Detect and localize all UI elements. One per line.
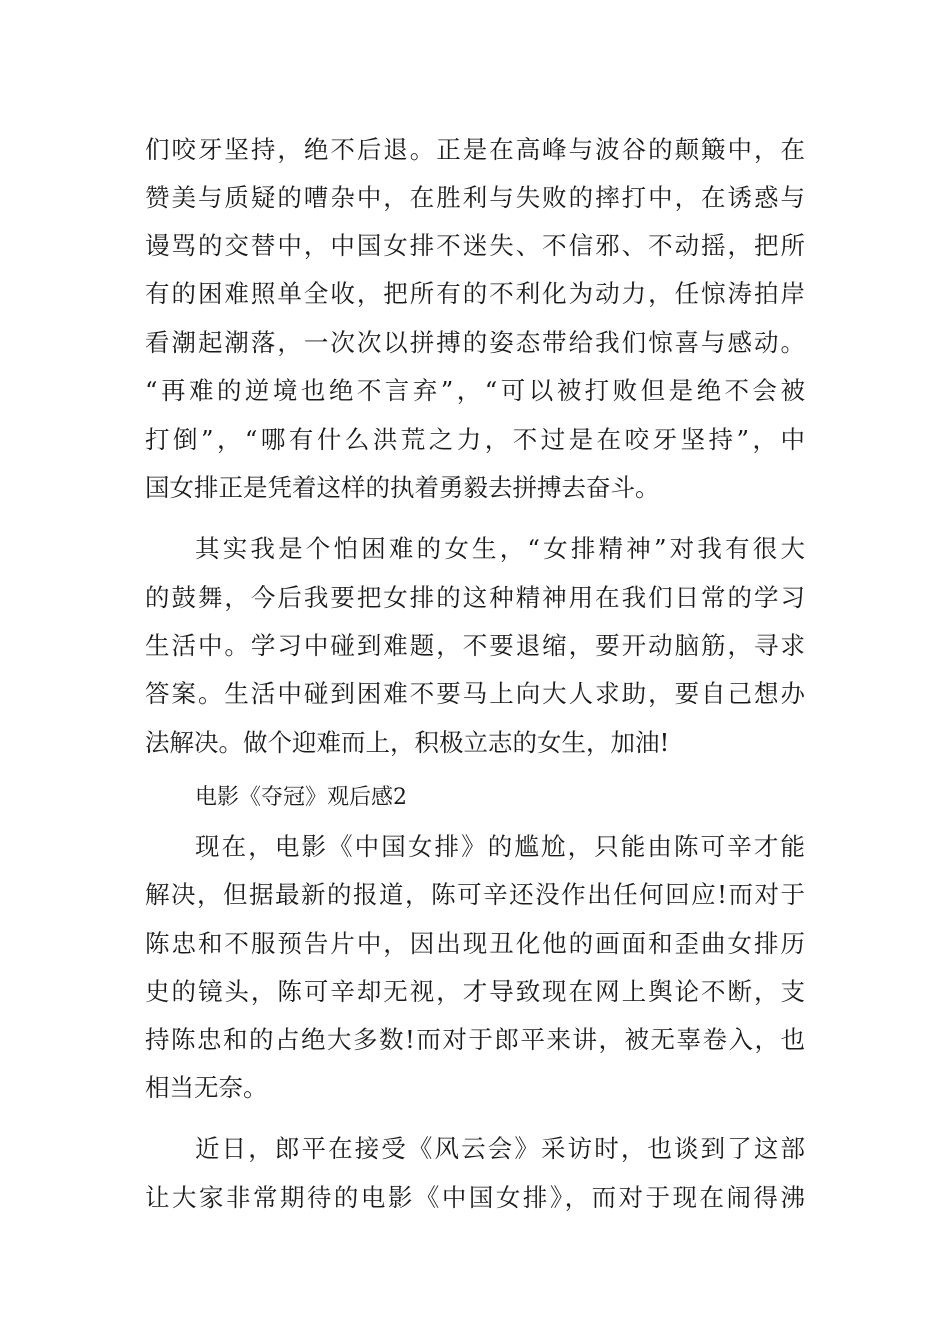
- paragraph-3-line-4: 史的镜头，陈可辛却无视，才导致现在网上舆论不断，支: [145, 977, 805, 1006]
- paragraph-3-line-1: 现在，电影《中国女排》的尴尬，只能由陈可辛才能: [195, 832, 805, 861]
- paragraph-2-line-3: 生活中。学习中碰到难题，不要退缩，要开动脑筋，寻求: [145, 631, 805, 660]
- paragraph-4-line-1: 近日，郎平在接受《风云会》采访时，也谈到了这部: [195, 1134, 805, 1163]
- paragraph-3-line-5: 持陈忠和的占绝大多数!而对于郎平来讲，被无辜卷入，也: [145, 1025, 805, 1054]
- paragraph-1-line-6: “再难的逆境也绝不言弃”，“可以被打败但是绝不会被: [145, 376, 805, 405]
- paragraph-1-line-8: 国女排正是凭着这样的执着勇毅去拼搏去奋斗。: [145, 473, 660, 502]
- paragraph-1-line-3: 谩骂的交替中，中国女排不迷失、不信邪、不动摇，把所: [145, 231, 805, 260]
- paragraph-1-line-7: 打倒”，“哪有什么洪荒之力，不过是在咬牙坚持”，中: [145, 425, 805, 454]
- paragraph-2-line-1: 其实我是个怕困难的女生，“女排精神”对我有很大: [195, 534, 805, 563]
- paragraph-2-line-5: 法解决。做个迎难而上，积极立志的女生，加油!: [145, 728, 670, 757]
- paragraph-3-line-3: 陈忠和不服预告片中，因出现丑化他的画面和歪曲女排历: [145, 929, 805, 958]
- section-heading: 电影《夺冠》观后感2: [195, 785, 407, 810]
- paragraph-2-line-2: 的鼓舞，今后我要把女排的这种精神用在我们日常的学习: [145, 583, 805, 612]
- paragraph-1-line-1: 们咬牙坚持，绝不后退。正是在高峰与波谷的颠簸中，在: [145, 135, 805, 164]
- paragraph-3-line-2: 解决，但据最新的报道，陈可辛还没作出任何回应!而对于: [145, 880, 805, 909]
- paragraph-1-line-2: 赞美与质疑的嘈杂中，在胜利与失败的摔打中，在诱惑与: [145, 183, 805, 212]
- paragraph-3-line-6: 相当无奈。: [145, 1073, 268, 1102]
- paragraph-1-line-4: 有的困难照单全收，把所有的不利化为动力，任惊涛拍岸: [145, 279, 805, 308]
- paragraph-1-line-5: 看潮起潮落，一次次以拼搏的姿态带给我们惊喜与感动。: [145, 328, 805, 357]
- paragraph-2-line-4: 答案。生活中碰到困难不要马上向大人求助，要自己想办: [145, 679, 805, 708]
- paragraph-4-line-2: 让大家非常期待的电影《中国女排》，而对于现在闹得沸: [145, 1183, 805, 1212]
